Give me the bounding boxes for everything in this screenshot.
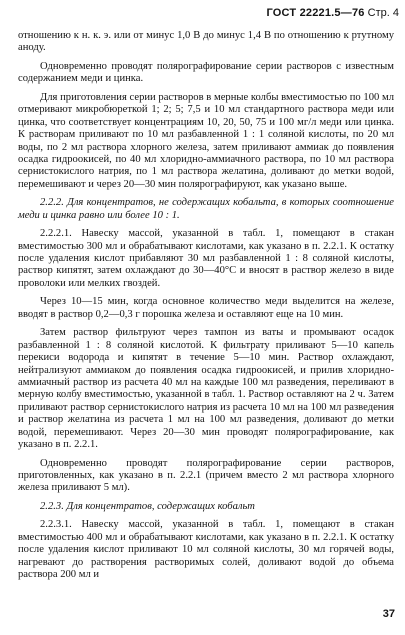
paragraph: Одновременно проводят полярографирование серии растворов с известным содержанием меди и цинка. xyxy=(18,60,394,85)
paragraph: 2.2.3.1. Навеску массой, указанной в табл. 1, помещают в стакан вместимостью 400 мл и обрабатывают кислотами, как указано в п. 2.2.1. К остатку после удаления кислот приливают 10 мл соляной кислоты, 30 мл горячей воды, нагревают до растворения растворимых солей, доливают водой до объема раствора 200 мл и xyxy=(18,519,394,581)
paragraph: Затем раствор фильтруют через тампон из ваты и промывают осадок разбавленной 1 : 8 соляной кислотой. К фильтрату приливают 5—10 капель перекиси водорода и кипятят в течение 5—10 мин. Раствор охлаждают, нейтрализуют аммиаком до появления осадка гидроокисей, и прилив хлоридно-аммиачный раствор из расчета 40 мл на каждые 100 мл разведения, переливают в мерную колбу вместимостью, указанной в табл. 1. Раствор оставляют на 2 ч. Затем приливают раствор сернистокислого натрия из расчета 10 мл на 100 мл разведения и раствор желатина из расчета 1 мл на 100 мл разведения, доливают до метки водой, перемешивают. Через 20—30 мин проводят полярографирование, как указано в п. 2.2.1. xyxy=(18,327,394,451)
section-heading-2-2-3: 2.2.3. Для концентратов, содержащих кобальт xyxy=(40,500,255,512)
page-number: 37 xyxy=(382,608,395,620)
paragraph-continuation: отношению к н. к. э. или от минус 1,0 В до минус 1,4 В по отношению к ртутному аноду. xyxy=(18,30,394,54)
body-text xyxy=(18,30,394,588)
running-header xyxy=(267,7,400,19)
paragraph: 2.2.2.1. Навеску массой, указанной в табл. 1, помещают в стакан вместимостью 300 мл и обрабатывают кислотами, как указано в п. 2.2.1. К остатку после удаления кислот прибавляют 30 мл разбавленной 1 : 8 соляной кислоты, раствор кипятят, затем охлаждают до 30—40°С и вносят в раствор железо в виде проволоки или мелких гвоздей. xyxy=(18,228,394,289)
paragraph: Для приготовления серии растворов в мерные колбы вместимостью по 100 мл отмеривают микробюреткой 1; 2; 5; 7,5 и 10 мл стандартного раствора меди или цинка, что соответствует концентрациям 10, 20, 50, 75 и 100 мг/л меди или цинка. К растворам приливают по 10 мл разбавленной 1 : 1 соляной кислоты, по 20 мл воды, по 2 мл раствора хлорного железа, затем приливают аммиак до появления осадка гидроокисей, по 40 мл хлоридно-аммиачного раствора, по 10 мл раствора сернистокислого натрия, по 1 мл раствора желатина, доливают до метки водой, перемешивают и через 20—30 мин полярографируют, как указано выше. xyxy=(18,91,394,190)
paragraph: Одновременно проводят полярографирование серии растворов, приготовленных, как указано в п. 2.2.1 (причем вместо 2 мл раствора хлорного железа приливают 5 мл). xyxy=(18,457,394,494)
standard-number: ГОСТ 22221.5—76 xyxy=(266,7,365,19)
paragraph: Через 10—15 мин, когда основное количество меди выделится на железе, вводят в раствор 0,2—0,3 г порошка железа и оставляют еще на 10 мин. xyxy=(18,296,394,320)
page-label: Стр. 4 xyxy=(367,7,399,19)
section-heading-2-2-2: 2.2.2. Для концентратов, не содержащих кобальта, в которых соотношение меди и цинка равно или более 10 : 1. xyxy=(18,197,394,221)
